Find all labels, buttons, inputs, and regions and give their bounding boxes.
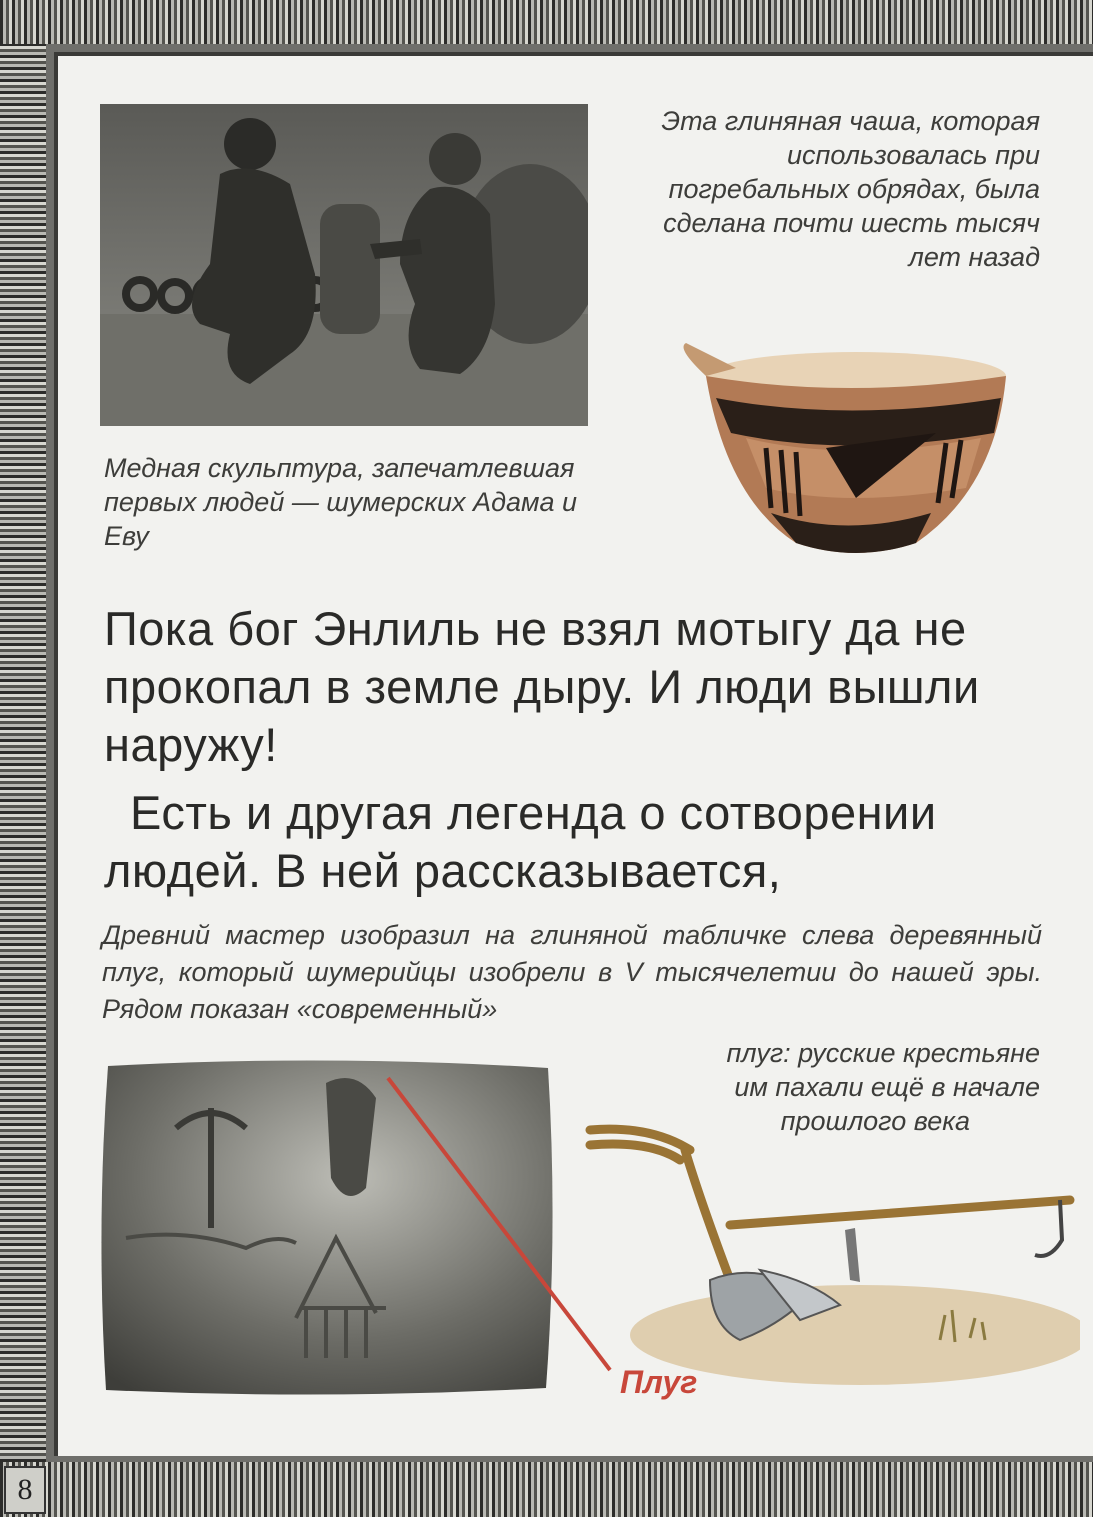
plough-caption-line: прошлого века — [780, 1106, 970, 1136]
top-border — [0, 0, 1093, 44]
body-paragraph-1: Пока бог Энлиль не взял мотыгу да не прокопал в земле дыру. И люди вышли наружу! — [104, 602, 980, 771]
plough-caption-line: плуг: русские крестьяне — [726, 1038, 1040, 1068]
sculpture-caption: Медная скульптура, запечатлевшая первых людей — шумерских Адама и Еву — [104, 453, 578, 551]
wooden-plough-image — [580, 1110, 1080, 1390]
plough-caption-line: им пахали ещё в начале — [734, 1072, 1040, 1102]
tablet-caption: Древний мастер изобразил на глиняной табличке слева деревянный плуг, который шумерийцы изобрели в V тысячелетии до нашей эры. Рядом показан «современный» — [102, 920, 1042, 1024]
clay-bowl-image — [676, 338, 1012, 568]
plough-label: Плуг — [620, 1364, 698, 1400]
copper-sculpture-photo — [100, 104, 588, 426]
left-border — [0, 44, 46, 1462]
bowl-caption: Эта глиняная чаша, которая использовалась при погребальных обрядах, была сделана почти шесть тысяч лет назад — [661, 106, 1040, 272]
page-number: 8 — [4, 1466, 46, 1514]
bottom-border — [0, 1462, 1093, 1517]
body-paragraph-2: Есть и другая легенда о сотворении людей. В ней рассказывается, — [104, 786, 937, 897]
